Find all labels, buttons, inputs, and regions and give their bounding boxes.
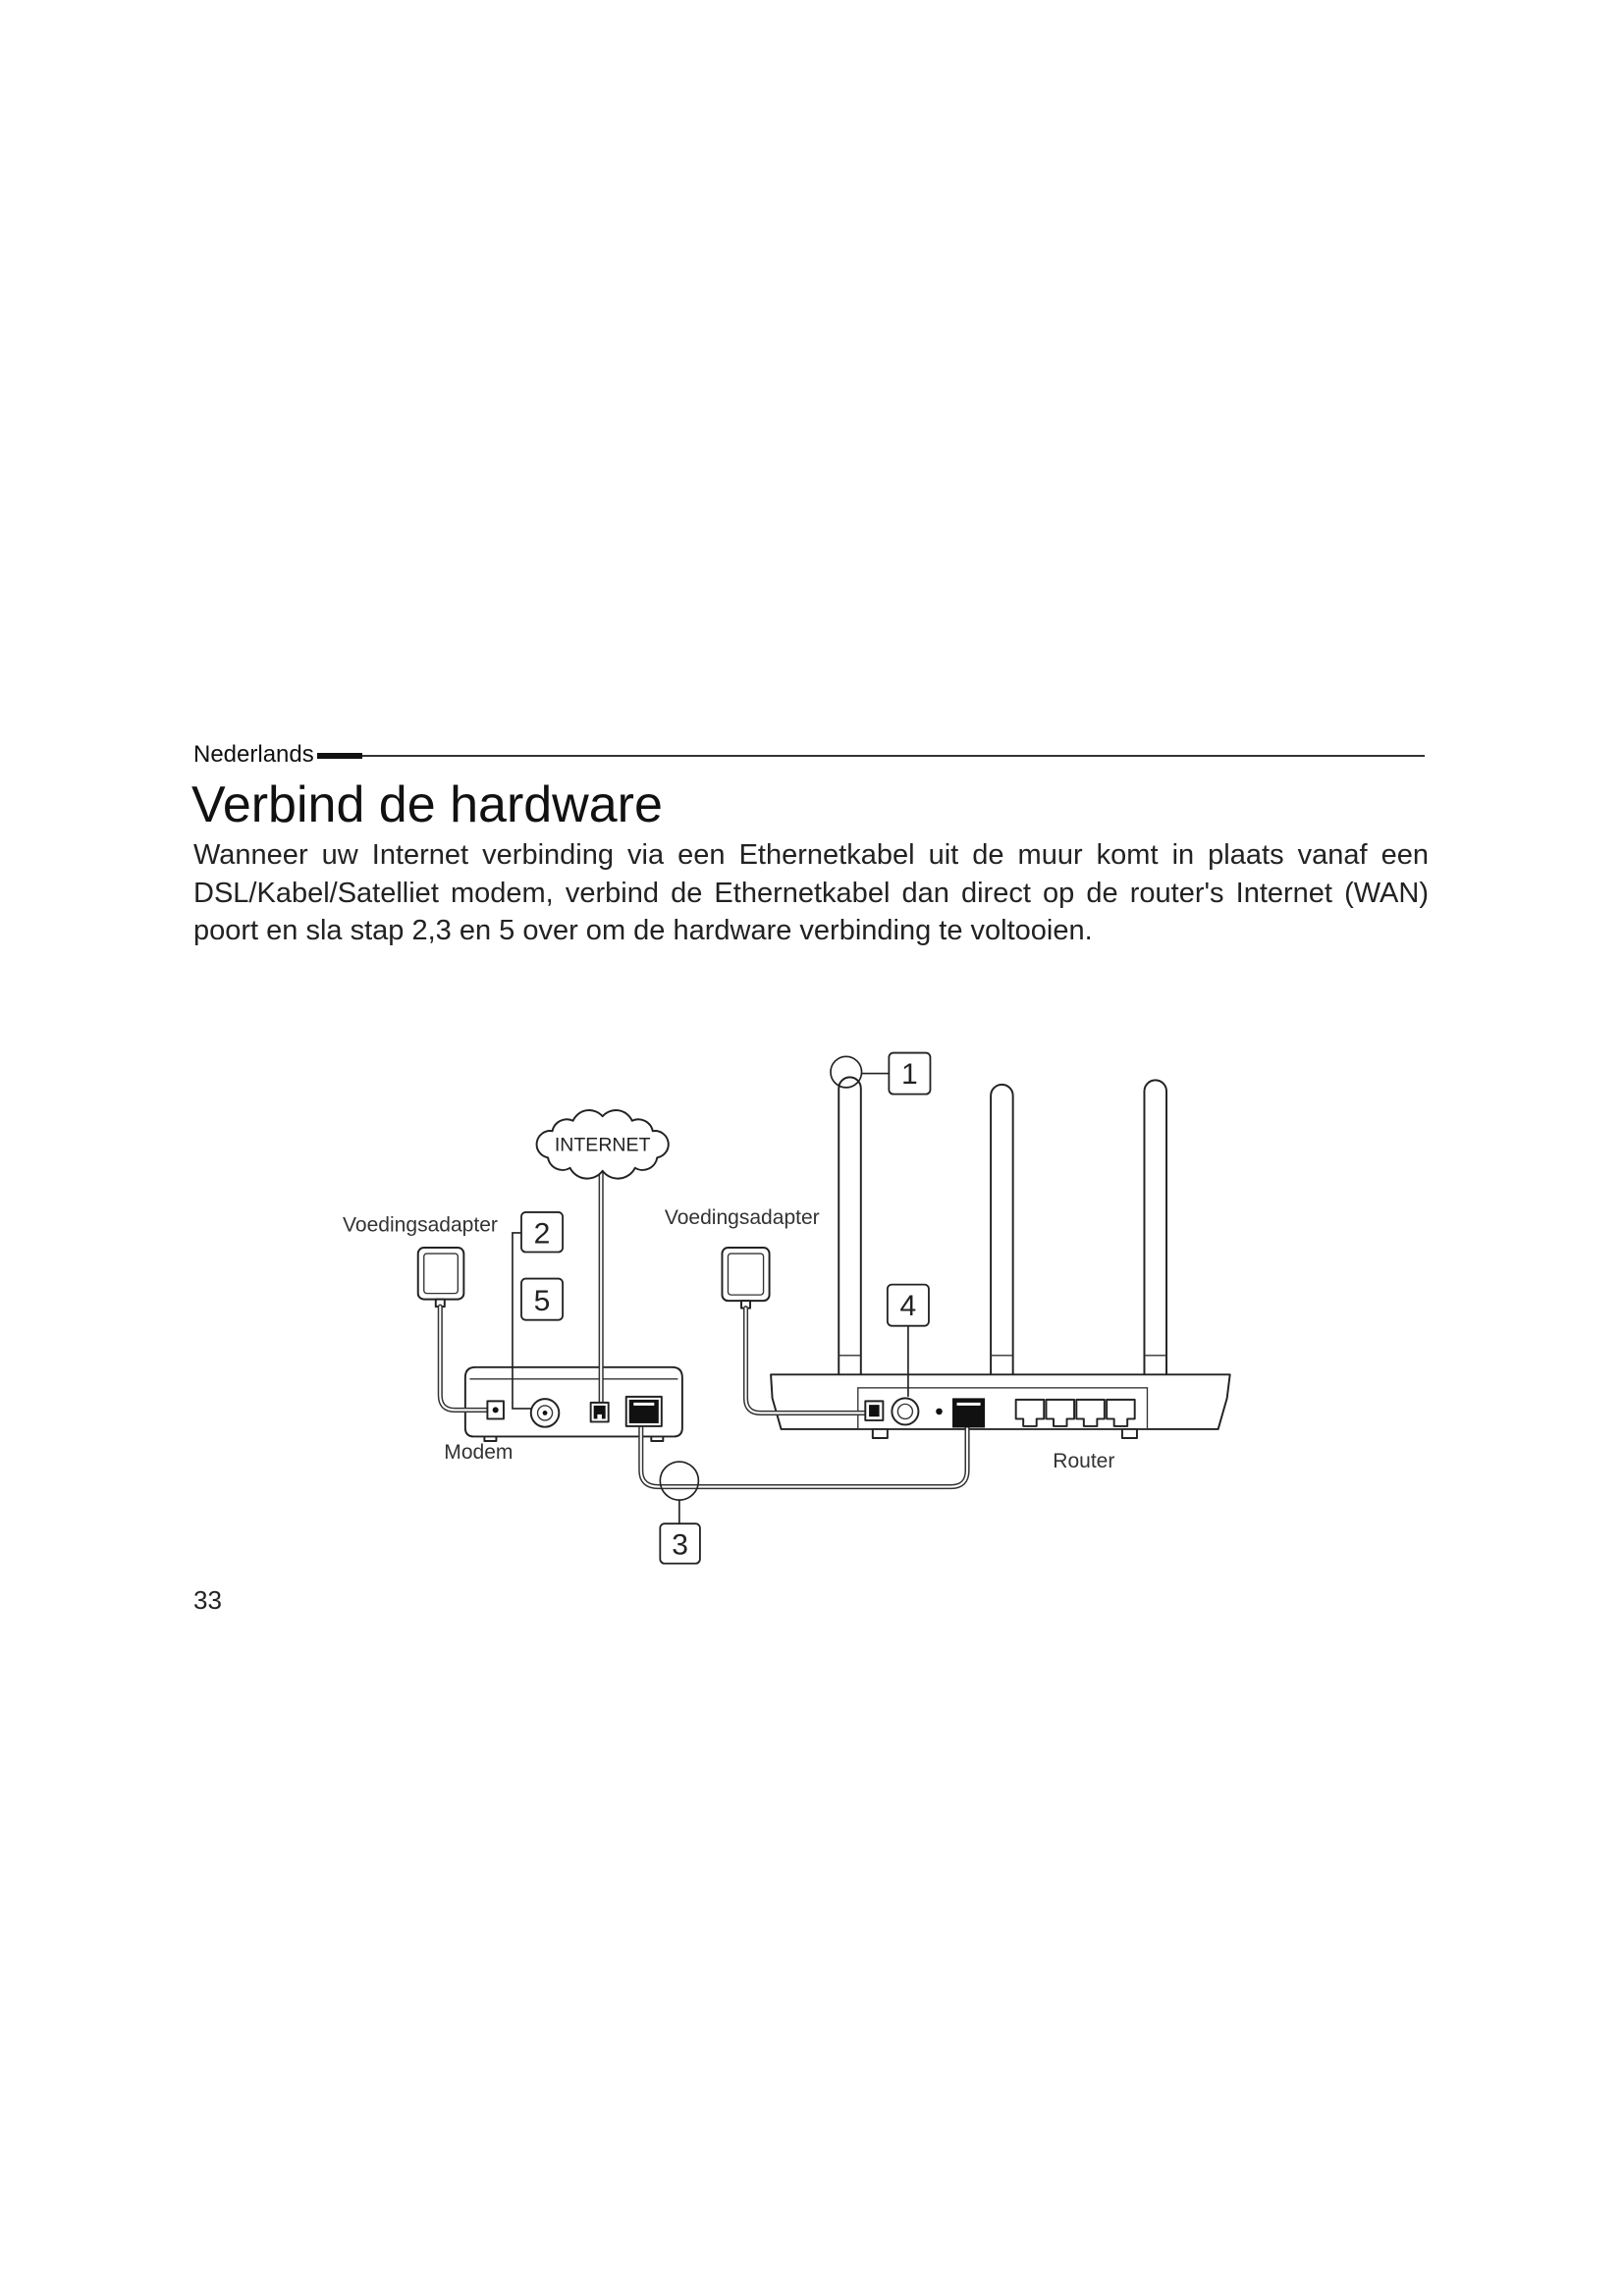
page-number: 33 bbox=[193, 1585, 222, 1615]
callout-1-number: 1 bbox=[901, 1058, 918, 1092]
modem-power-adapter-icon bbox=[418, 1248, 464, 1307]
router-wan-port bbox=[952, 1398, 985, 1427]
router-power-port-plug bbox=[869, 1405, 880, 1416]
intro-line: Wanneer uw Internet verbinding via een Ethernetkabel uit de muur komt in plaats vanaf een bbox=[193, 839, 1429, 871]
router-foot-right bbox=[1122, 1429, 1137, 1438]
ethernet-cable bbox=[641, 1426, 967, 1487]
callout-3-number: 3 bbox=[672, 1528, 688, 1562]
router-power-adapter-icon bbox=[722, 1248, 769, 1308]
ethernet-cable-outer bbox=[641, 1426, 967, 1487]
ethernet-cable-inner bbox=[641, 1426, 967, 1487]
router-adapter-housing bbox=[722, 1248, 769, 1301]
callout-5-number: 5 bbox=[533, 1284, 551, 1317]
hardware-connection-diagram bbox=[325, 1034, 1233, 1579]
callout-4-number: 4 bbox=[899, 1290, 917, 1323]
intro-paragraph bbox=[193, 836, 1429, 950]
section-label: Nederlands bbox=[193, 741, 314, 768]
modem-ethernet-plug-contacts bbox=[633, 1403, 654, 1406]
intro-line: poort en sla stap 2,3 en 5 over om de hardware verbinding te voltooien. bbox=[193, 915, 1093, 946]
callout-2-number: 2 bbox=[533, 1217, 551, 1251]
internet-label: INTERNET bbox=[554, 1134, 651, 1156]
modem-adapter-housing bbox=[418, 1248, 464, 1300]
intro-line: DSL/Kabel/Satelliet modem, verbind de Ethernetkabel dan direct op de router's Internet (WAN) bbox=[193, 877, 1429, 909]
router-reset-hole bbox=[936, 1409, 943, 1415]
modem-adapter-label: Voedingsadapter bbox=[343, 1213, 498, 1237]
router-label: Router bbox=[1053, 1450, 1115, 1473]
page-title: Verbind de hardware bbox=[191, 776, 663, 833]
router-power-button bbox=[892, 1398, 918, 1424]
router-body bbox=[771, 1374, 1230, 1429]
router-foot-left bbox=[873, 1429, 888, 1438]
router-wan-port-contacts bbox=[957, 1403, 981, 1406]
section-rule-accent bbox=[317, 753, 362, 759]
modem-foot-right bbox=[651, 1436, 663, 1441]
router-antenna-middle bbox=[991, 1085, 1013, 1377]
callout-3-marker bbox=[660, 1462, 698, 1500]
modem-label: Modem bbox=[444, 1441, 514, 1465]
section-rule bbox=[362, 755, 1425, 757]
router-adapter-label: Voedingsadapter bbox=[664, 1205, 820, 1229]
router-antenna-left bbox=[839, 1077, 861, 1377]
router-antenna-right bbox=[1144, 1080, 1166, 1377]
modem-power-button-center bbox=[543, 1411, 548, 1415]
modem-dsl-port-notch bbox=[597, 1415, 602, 1419]
modem-power-port-pin bbox=[493, 1407, 499, 1413]
